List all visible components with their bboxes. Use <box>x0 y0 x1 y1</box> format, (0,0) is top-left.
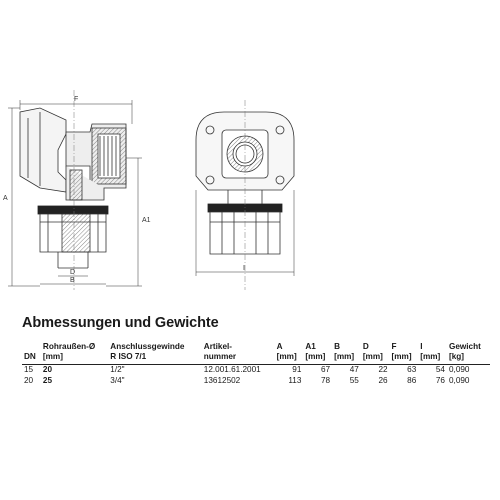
column-header-line2: [kg] <box>448 352 464 361</box>
column-header-line1: B <box>334 342 341 351</box>
column-header-a <box>275 342 304 365</box>
column-header-dn <box>22 342 41 365</box>
table-row <box>22 365 490 376</box>
column-header-line2: DN <box>24 352 36 361</box>
cell-artikelnummer: 12.001.61.2001 <box>203 365 261 374</box>
cell-dn: 20 <box>24 375 34 385</box>
column-header-rohraussen <box>41 342 108 365</box>
dim-label-I: I <box>243 265 245 272</box>
cell-a: 91 <box>292 365 302 374</box>
column-header-line1: A <box>276 342 283 351</box>
column-header-b <box>332 342 361 365</box>
column-header-f <box>390 342 419 365</box>
dim-label-A1: A1 <box>142 217 151 224</box>
column-header-line1: I <box>420 342 423 351</box>
column-header-line2: nummer <box>203 352 237 361</box>
dim-label-B: B <box>70 277 75 284</box>
dim-label-D: D <box>70 269 76 276</box>
column-header-line2: [mm] <box>305 352 326 361</box>
cell-gewicht: 0,090 <box>448 375 470 385</box>
table-header-row <box>22 342 490 365</box>
column-header-line2: [mm] <box>42 352 63 361</box>
column-header-line2: [mm] <box>334 352 355 361</box>
column-header-line1: F <box>391 342 397 351</box>
column-header-artikelnummer <box>202 342 275 365</box>
column-header-line2: [mm] <box>276 352 297 361</box>
front-view <box>196 100 294 290</box>
column-header-line2: [mm] <box>391 352 412 361</box>
cell-d: 26 <box>378 375 388 385</box>
cell-a1: 67 <box>321 365 331 374</box>
column-header-line1: D <box>362 342 369 351</box>
cell-i: 54 <box>435 365 445 374</box>
table-row <box>22 376 490 387</box>
column-header-gewicht <box>447 342 490 365</box>
side-view <box>20 90 126 290</box>
column-header-line2: R ISO 7/1 <box>110 352 147 361</box>
dim-label-F: F <box>74 96 79 103</box>
cell-f: 86 <box>407 375 417 385</box>
cell-anschlussgewinde: 3/4" <box>110 375 125 385</box>
column-header-line1: Gewicht <box>448 342 481 351</box>
cell-gewicht: 0,090 <box>448 365 470 374</box>
cell-b: 55 <box>349 375 359 385</box>
column-header-a1 <box>303 342 332 365</box>
cell-rohraussen: 25 <box>42 375 53 385</box>
cell-dn: 15 <box>24 365 34 374</box>
table-body <box>22 365 490 387</box>
column-header-line2: [mm] <box>420 352 441 361</box>
column-header-line1: A1 <box>305 342 316 351</box>
dim-label-A: A <box>3 195 8 202</box>
section-title: Abmessungen und Gewichte <box>22 315 219 331</box>
column-header-line1: Rohraußen-Ø <box>42 342 96 351</box>
cell-a1: 78 <box>321 375 331 385</box>
cell-rohraussen: 20 <box>42 365 53 374</box>
column-header-line1: Anschlussgewinde <box>110 342 185 351</box>
cell-d: 22 <box>378 365 388 374</box>
cell-a: 113 <box>288 375 302 385</box>
column-header-anschlussgewinde <box>108 342 202 365</box>
column-header-line1: Artikel- <box>203 342 233 351</box>
cell-anschlussgewinde: 1/2" <box>110 365 125 374</box>
column-header-d <box>361 342 390 365</box>
cell-f: 63 <box>407 365 417 374</box>
column-header-line2: [mm] <box>362 352 383 361</box>
cell-i: 76 <box>435 375 445 385</box>
cell-artikelnummer: 13612502 <box>203 375 241 385</box>
cell-b: 47 <box>349 365 359 374</box>
dimensions-table <box>22 342 490 386</box>
column-header-i <box>418 342 447 365</box>
